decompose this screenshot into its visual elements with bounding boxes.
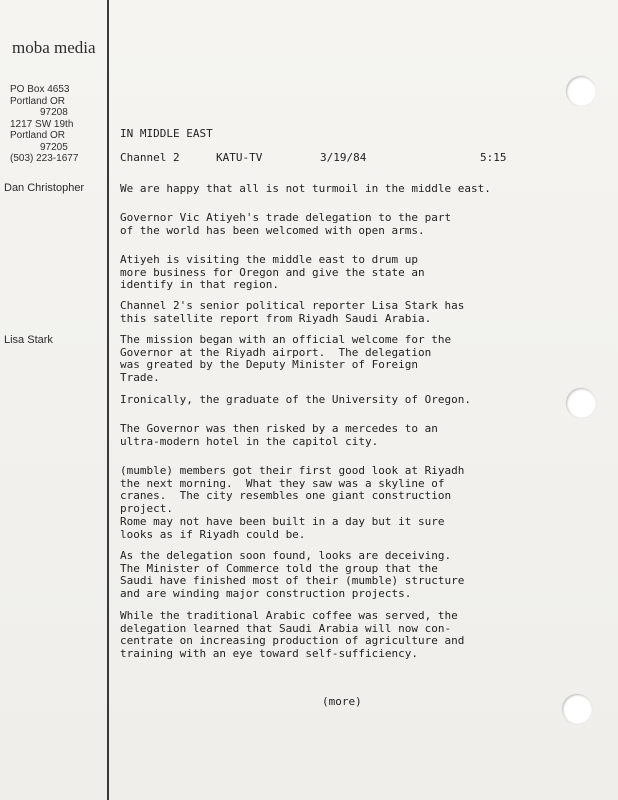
- transcript-paragraph: While the traditional Arabic coffee was served, the delegation learned that Saudi Arabia will now con- centrate on increasing production of agriculture and training with an eye toward self-sufficiency.: [120, 609, 465, 660]
- transcript-paragraph: Channel 2's senior political reporter Lisa Stark has this satellite report from Riyadh Saudi Arabia.: [120, 299, 465, 325]
- transcript-paragraph: We are happy that all is not turmoil in the middle east.: [120, 182, 491, 195]
- station-label: KATU-TV: [216, 151, 263, 164]
- transcript-paragraph: Governor Vic Atiyeh's trade delegation to the part of the world has been welcomed with open arms.: [120, 211, 452, 237]
- more-indicator: (more): [322, 695, 362, 708]
- company-address: [10, 84, 105, 165]
- story-slug: IN MIDDLE EAST: [120, 127, 213, 140]
- binder-hole: [562, 694, 592, 724]
- address-line: 97208: [40, 107, 68, 118]
- address-line: Portland OR: [10, 130, 66, 141]
- address-line: 97205: [40, 141, 68, 153]
- binder-hole: [566, 76, 596, 106]
- transcript-paragraph: The mission began with an official welcome for the Governor at the Riyadh airport. The delegation was greated by the Deputy Minister of Foreign Trade.: [120, 333, 452, 384]
- margin-rule: [107, 0, 109, 800]
- address-line: PO Box 4653: [10, 84, 70, 95]
- air-date: 3/19/84: [320, 151, 367, 164]
- transcript-paragraph: Ironically, the graduate of the University of Oregon.: [120, 393, 471, 406]
- speaker-dan-christopher: Dan Christopher: [4, 182, 85, 194]
- address-line: Portland OR: [10, 95, 66, 107]
- channel-label: Channel 2: [120, 151, 180, 164]
- address-line: (503) 223-1677: [10, 153, 79, 164]
- air-time: 5:15: [480, 151, 507, 164]
- address-line: 1217 SW 19th: [10, 118, 74, 130]
- transcript-paragraph: Rome may not have been built in a day but it sure looks as if Riyadh could be.: [120, 515, 445, 541]
- transcript-paragraph: As the delegation soon found, looks are deceiving. The Minister of Commerce told the group that the Saudi have finished most of their (mumble) structure and are winding major construction projects.: [120, 549, 465, 600]
- transcript-paragraph: Atiyeh is visiting the middle east to drum up more business for Oregon and give the state an identify in that region.: [120, 253, 425, 291]
- transcript-paragraph: (mumble) members got their first good look at Riyadh the next morning. What they saw was a skyline of cranes. The city resembles one giant construction project.: [120, 464, 465, 515]
- company-logo: moba media: [12, 38, 96, 57]
- speaker-lisa-stark: Lisa Stark: [4, 334, 53, 346]
- transcript-paragraph: The Governor was then risked by a mercedes to an ultra-modern hotel in the capitol city.: [120, 422, 438, 448]
- binder-hole: [566, 388, 596, 418]
